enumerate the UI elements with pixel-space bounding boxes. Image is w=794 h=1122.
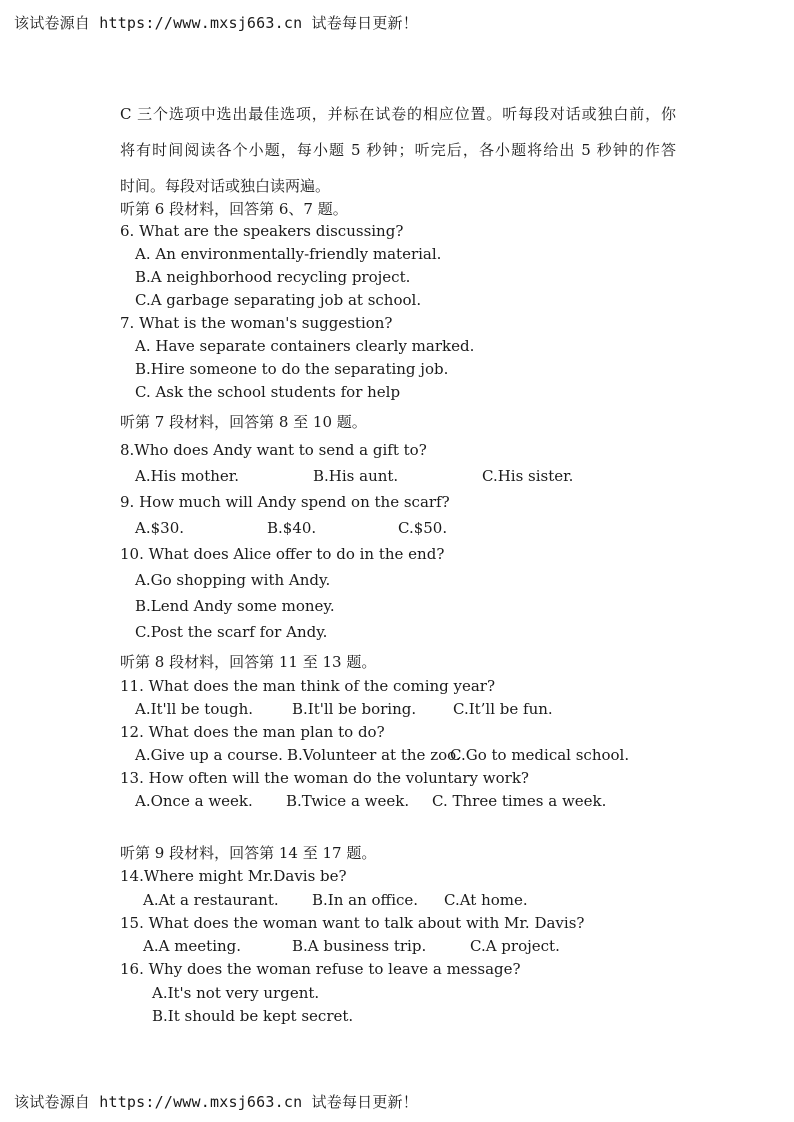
question-13-option-b: B.Twice a week. [286, 792, 410, 810]
question-13-stem: 13. How often will the woman do the voluntary work? [120, 769, 529, 787]
question-11-option-b: B.It'll be boring. [292, 700, 417, 718]
question-11-option-c: C.It’ll be fun. [453, 700, 553, 718]
question-9-option-c: C.$50. [398, 519, 448, 537]
question-7-option-c: C. Ask the school students for help [135, 383, 401, 401]
question-14-option-a: A.At a restaurant. [143, 891, 279, 909]
instructions-line: 时间。每段对话或独白读两遍。 [120, 177, 331, 195]
question-12-stem: 12. What does the man plan to do? [120, 723, 385, 741]
question-6-stem: 6. What are the speakers discussing? [120, 222, 404, 240]
question-14-option-c: C.At home. [444, 891, 528, 909]
question-15-option-b: B.A business trip. [292, 937, 427, 955]
question-8-option-c: C.His sister. [482, 467, 574, 485]
question-6-option-c: C.A garbage separating job at school. [135, 291, 422, 309]
page-footer: 该试卷源自 https://www.mxsj663.cn 试卷每日更新！ [14, 1093, 418, 1111]
section-heading-9: 听第 9 段材料，回答第 14 至 17 题。 [120, 844, 377, 862]
question-16-option-b: B.It should be kept secret. [152, 1007, 354, 1025]
question-14-option-b: B.In an office. [312, 891, 419, 909]
question-14-stem: 14.Where might Mr.Davis be? [120, 867, 347, 885]
question-13-option-c: C. Three times a week. [432, 792, 607, 810]
question-10-stem: 10. What does Alice offer to do in the end? [120, 545, 445, 563]
question-11-option-a: A.It'll be tough. [135, 700, 254, 718]
question-13-option-a: A.Once a week. [135, 792, 253, 810]
instructions-line: 将有时间阅读各个小题，每小题 5 秒钟；听完后，各小题将给出 5 秒钟的作答 [120, 141, 676, 159]
question-10-option-a: A.Go shopping with Andy. [135, 571, 331, 589]
question-10-option-b: B.Lend Andy some money. [135, 597, 335, 615]
page-header: 该试卷源自 https://www.mxsj663.cn 试卷每日更新！ [14, 14, 418, 32]
question-12-option-a: A.Give up a course. [135, 746, 283, 764]
instructions [120, 96, 676, 204]
question-6-option-b: B.A neighborhood recycling project. [135, 268, 411, 286]
section-heading-6: 听第 6 段材料，回答第 6、7 题。 [120, 200, 348, 218]
question-7-option-b: B.Hire someone to do the separating job. [135, 360, 449, 378]
question-15-stem: 15. What does the woman want to talk about with Mr. Davis? [120, 914, 585, 932]
instructions-line: C 三个选项中选出最佳选项，并标在试卷的相应位置。听每段对话或独白前，你 [120, 105, 676, 123]
section-heading-7: 听第 7 段材料，回答第 8 至 10 题。 [120, 413, 367, 431]
question-8-option-b: B.His aunt. [313, 467, 399, 485]
question-6-option-a: A. An environmentally-friendly material. [135, 245, 442, 263]
question-8-option-a: A.His mother. [135, 467, 240, 485]
question-9-stem: 9. How much will Andy spend on the scarf? [120, 493, 450, 511]
question-8-stem: 8.Who does Andy want to send a gift to? [120, 441, 427, 459]
question-16-option-a: A.It's not very urgent. [152, 984, 320, 1002]
question-12-option-c: C.Go to medical school. [450, 746, 630, 764]
question-12-option-b: B.Volunteer at the zoo. [287, 746, 461, 764]
question-11-stem: 11. What does the man think of the coming year? [120, 677, 496, 695]
question-10-option-c: C.Post the scarf for Andy. [135, 623, 328, 641]
question-15-option-c: C.A project. [470, 937, 560, 955]
question-9-option-b: B.$40. [267, 519, 317, 537]
question-7-option-a: A. Have separate containers clearly marked. [135, 337, 475, 355]
question-16-stem: 16. Why does the woman refuse to leave a message? [120, 960, 521, 978]
question-15-option-a: A.A meeting. [143, 937, 242, 955]
question-7-stem: 7. What is the woman's suggestion? [120, 314, 393, 332]
question-9-option-a: A.$30. [135, 519, 184, 537]
section-heading-8: 听第 8 段材料，回答第 11 至 13 题。 [120, 653, 377, 671]
